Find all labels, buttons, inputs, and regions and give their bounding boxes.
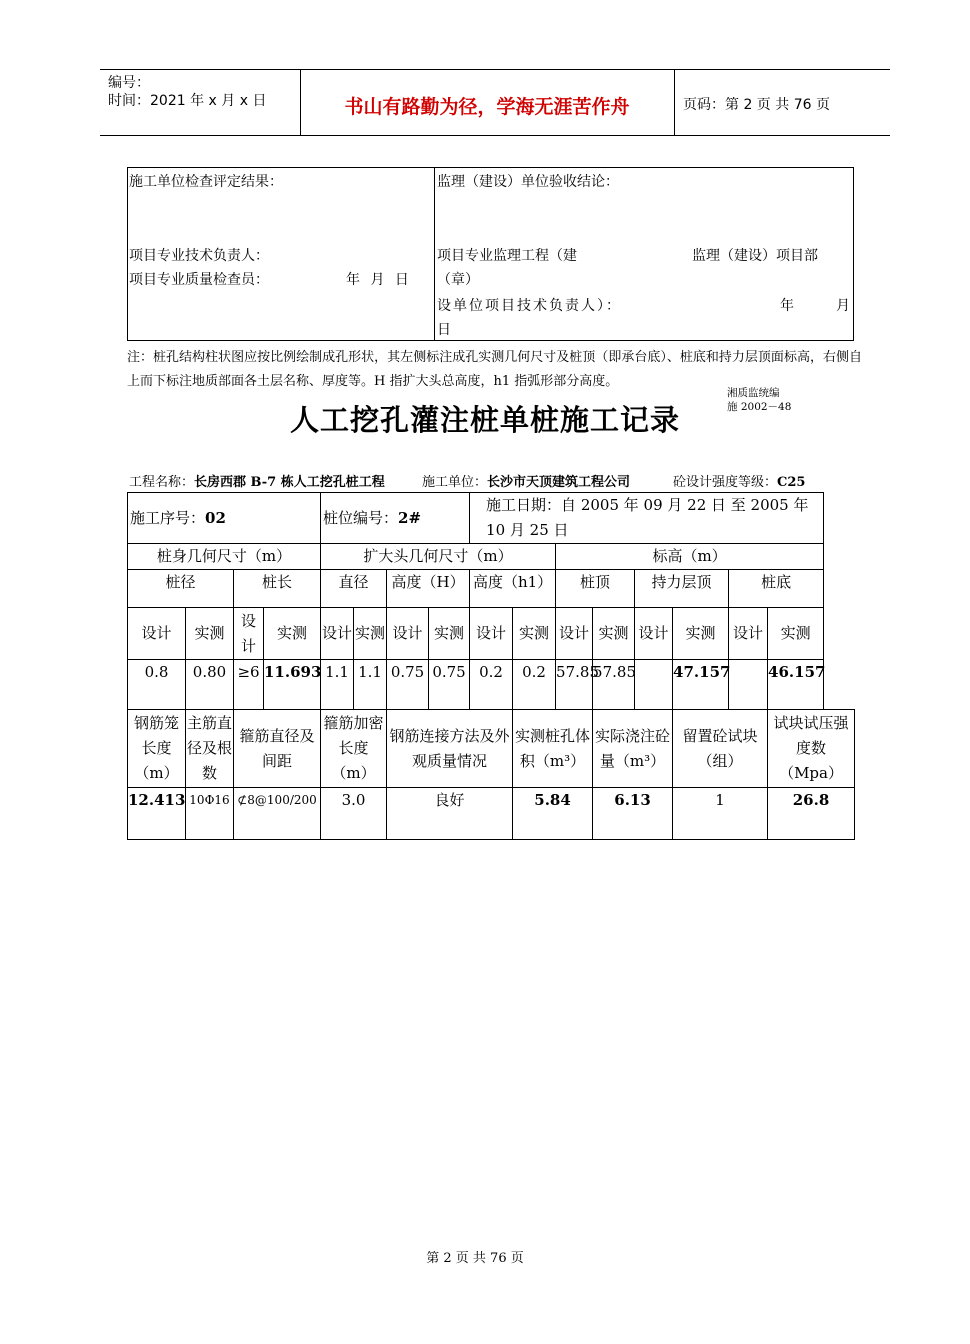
grade-value: C25 [777, 475, 806, 490]
strength-header: 试块试压强度数（Mpa） [768, 710, 855, 788]
header-time: 时间：2021 年 x 月 x 日 [108, 93, 267, 109]
tech-lead-label: 项目专业技术负责人： [129, 248, 269, 264]
design-header: 设计 [321, 608, 354, 660]
measured-header: 实测 [354, 608, 387, 660]
grade-info [673, 471, 805, 490]
design-header: 设计 [234, 608, 264, 660]
page-footer: 第 2 页 共 76 页 [426, 1251, 524, 1266]
main-bar-value: 10Φ16 [186, 788, 234, 840]
table-row [128, 544, 855, 570]
pile-record-table [127, 492, 855, 840]
h1-design: 0.2 [470, 660, 513, 710]
supervisor-line1b: 监理（建设）项目部 [692, 248, 818, 264]
cage-length-header: 钢筋笼长度（m） [128, 710, 186, 788]
header-divider-right [674, 69, 675, 135]
design-header: 设计 [470, 608, 513, 660]
design-header: 设计 [635, 608, 673, 660]
group-bell: 扩大头几何尺寸（m） [321, 544, 556, 570]
supervisor-conclusion-title: 监理（建设）单位验收结论： [437, 174, 619, 190]
header-number-label: 编号： [108, 75, 150, 91]
design-header: 设计 [128, 608, 186, 660]
date-cell: 施工日期：自 2005 年 09 月 22 日 至 2005 年 10 月 25 日 [470, 493, 824, 544]
table-row [128, 788, 855, 840]
sub-diameter: 桩径 [128, 570, 234, 608]
bottom-design [729, 660, 768, 710]
sub-height-H: 高度（H） [387, 570, 470, 608]
grade-label: 砼设计强度等级： [673, 475, 778, 490]
signoff-divider [434, 167, 435, 341]
design-header: 设计 [387, 608, 429, 660]
form-code-line2: 施 2002－48 [727, 401, 792, 413]
bearing-measured: 47.157 [673, 660, 729, 710]
sub-length: 桩长 [234, 570, 321, 608]
supervisor-stamp: （章） [437, 272, 479, 288]
page-title: 人工挖孔灌注桩单桩施工记录 [289, 403, 680, 437]
supervisor-year: 年 [780, 298, 794, 314]
top-design: 57.85 [556, 660, 593, 710]
form-code-line1: 湘质监统编 [727, 387, 780, 399]
dense-length-header: 箍筋加密长度（m） [321, 710, 387, 788]
main-bar-header: 主筋直径及根数 [186, 710, 234, 788]
table-row [128, 710, 855, 788]
supervisor-line1a: 项目专业监理工程（建 [437, 248, 577, 264]
sub-pile-top: 桩顶 [556, 570, 635, 608]
seq-label: 施工序号： [130, 508, 206, 527]
project-info [129, 471, 385, 490]
sub-pile-bottom: 桩底 [729, 570, 824, 608]
bell-d-design: 1.1 [321, 660, 354, 710]
contractor-value: 长沙市天顶建筑工程公司 [487, 475, 631, 490]
supervisor-month: 月 [836, 298, 850, 314]
dense-length-value: 3.0 [321, 788, 387, 840]
poured-volume-header: 实际浇注砼量（m³） [593, 710, 673, 788]
len-design: ≥6 [234, 660, 264, 710]
sub-bell-diameter: 直径 [321, 570, 387, 608]
measured-header: 实测 [429, 608, 470, 660]
measured-header: 实测 [593, 608, 635, 660]
header-motto: 书山有路勤为径，学海无涯苦作舟 [344, 96, 630, 118]
pile-no-cell [321, 493, 470, 544]
seq-cell [128, 493, 321, 544]
d-design: 0.8 [128, 660, 186, 710]
design-header: 设计 [556, 608, 593, 660]
connection-header: 钢筋连接方法及外观质量情况 [387, 710, 513, 788]
project-value: 长房西郡 B-7 栋人工挖孔桩工程 [194, 475, 385, 490]
contractor-label: 施工单位： [422, 475, 488, 490]
quality-inspector-label: 项目专业质量检查员： [129, 272, 269, 288]
strength-value: 26.8 [768, 788, 855, 840]
bottom-measured: 46.157 [768, 660, 824, 710]
sub-height-h1: 高度（h1） [470, 570, 556, 608]
contractor-info [422, 471, 630, 490]
stirrup-header: 箍筋直径及间距 [234, 710, 321, 788]
H-measured: 0.75 [429, 660, 470, 710]
h1-measured: 0.2 [513, 660, 556, 710]
header-rule-top [100, 69, 890, 70]
bell-d-measured: 1.1 [354, 660, 387, 710]
header-rule-bottom [100, 135, 890, 136]
sub-bearing-top: 持力层顶 [635, 570, 729, 608]
table-row [128, 608, 855, 660]
connection-value: 良好 [387, 788, 513, 840]
supervisor-day: 日 [437, 322, 451, 338]
design-header: 设计 [729, 608, 768, 660]
bearing-design [635, 660, 673, 710]
table-row [128, 493, 855, 544]
table-row [128, 660, 855, 710]
measured-header: 实测 [768, 608, 824, 660]
samples-value: 1 [673, 788, 768, 840]
measured-header: 实测 [186, 608, 234, 660]
seq-value: 02 [205, 508, 226, 527]
cage-length-value: 12.413 [128, 788, 186, 840]
len-measured: 11.693 [264, 660, 321, 710]
d-measured: 0.80 [186, 660, 234, 710]
measured-header: 实测 [673, 608, 729, 660]
note-paragraph: 注：桩孔结构柱状图应按比例绘制成孔形状，其左侧标注成孔实测几何尺寸及桩顶（即承台底）、桩底和持力层顶面标高，右侧自上而下标注地质部面各土层名称、厚度等。H 指扩大头总高度，h1 指弧形部分高度。 [127, 350, 862, 389]
table-row [128, 570, 855, 608]
pile-no-value: 2# [398, 508, 422, 527]
contractor-result-title: 施工单位检查评定结果： [129, 174, 283, 190]
H-design: 0.75 [387, 660, 429, 710]
measured-header: 实测 [513, 608, 556, 660]
samples-header: 留置砼试块（组） [673, 710, 768, 788]
stirrup-value: ⊄8@100/200 [234, 788, 321, 840]
left-date: 年 月 日 [346, 272, 409, 288]
hole-volume-value: 5.84 [513, 788, 593, 840]
pile-no-label: 桩位编号： [323, 508, 399, 527]
top-measured: 57.85 [593, 660, 635, 710]
header-page-label: 页码：第 2 页 共 76 页 [683, 97, 830, 113]
hole-volume-header: 实测桩孔体积（m³） [513, 710, 593, 788]
group-elevation: 标高（m） [556, 544, 824, 570]
poured-volume-value: 6.13 [593, 788, 673, 840]
supervisor-line3a: 设单位项目技术负责人）： [437, 298, 622, 314]
project-label: 工程名称： [129, 475, 195, 490]
measured-header: 实测 [264, 608, 321, 660]
group-shaft: 桩身几何尺寸（m） [128, 544, 321, 570]
